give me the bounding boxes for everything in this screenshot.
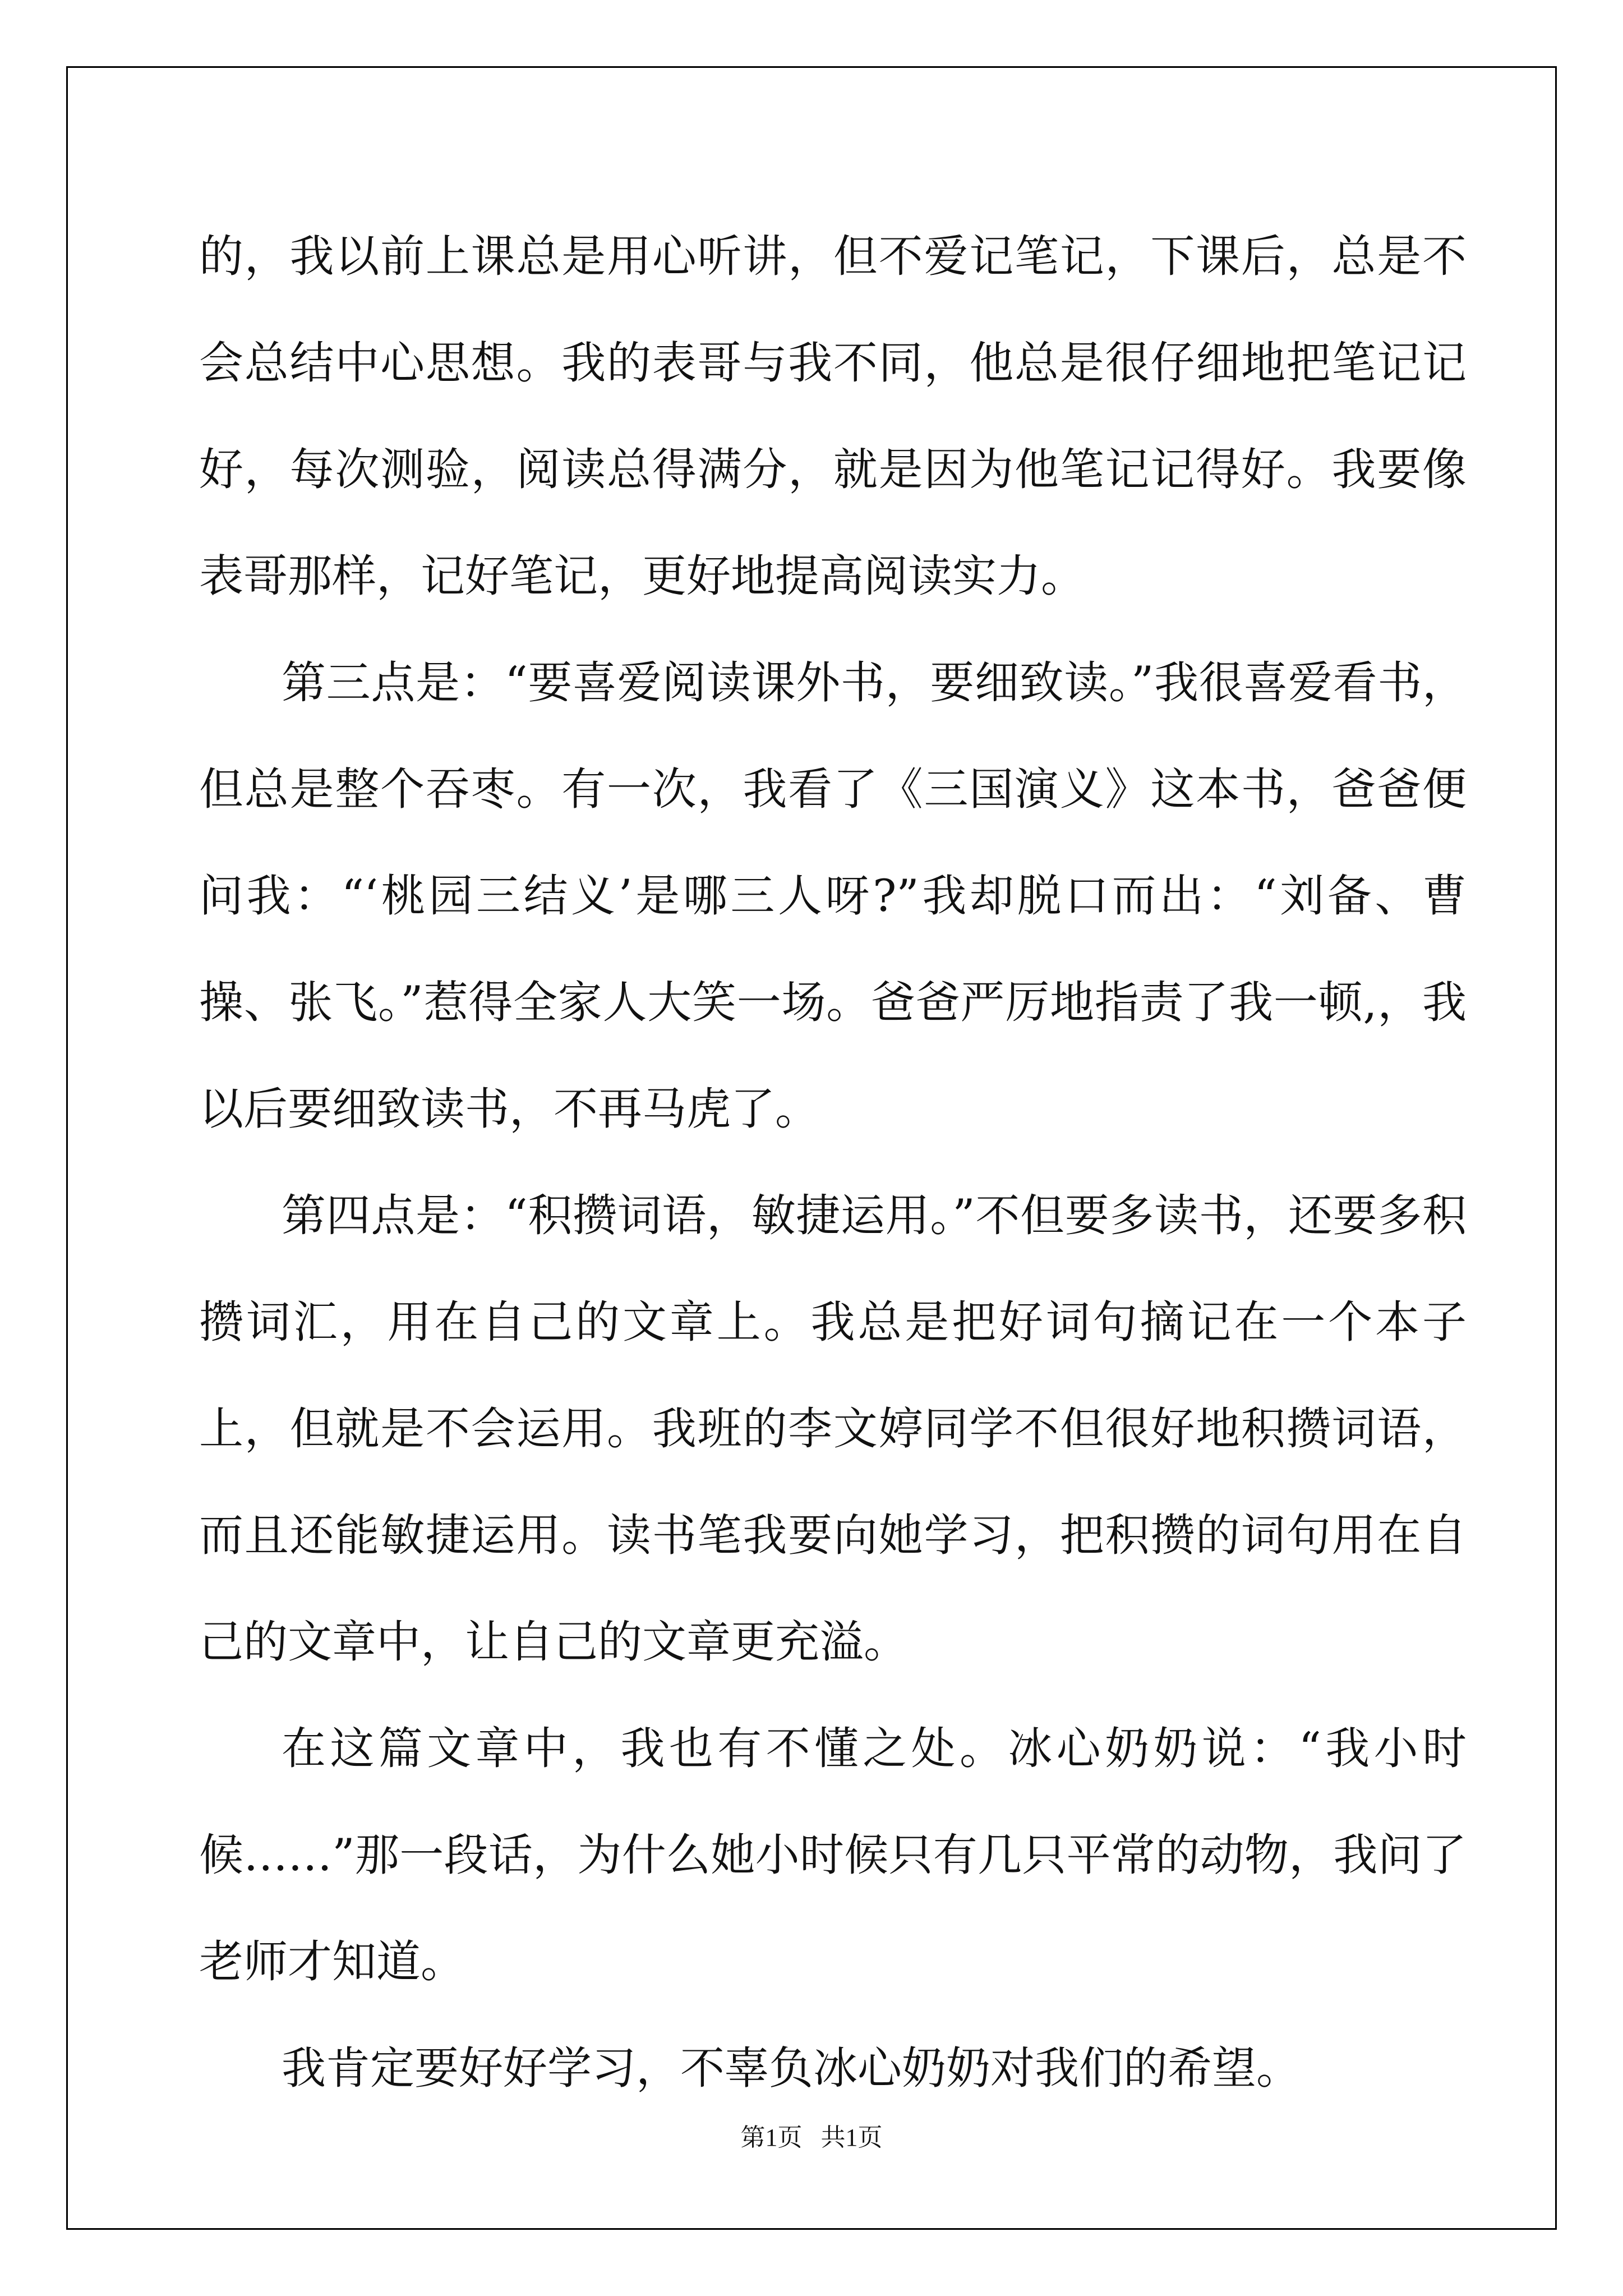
paragraph-4: 在这篇文章中，我也有不懂之处。冰心奶奶说：“我小时候……”那一段话，为什么她小时候只有几只平常的动物，我问了老师才知道。 [199,1723,1467,1987]
document-body [199,203,1467,2122]
paragraph-2: 第三点是：“要喜爱阅读课外书，要细致读。”我很喜爱看书，但总是整个吞枣。有一次，我看了《三国演义》这本书，爸爸便问我：“‘桃园三结义’是哪三人呀?”我却脱口而出：“刘备、曹操、张飞。”惹得全家人大笑一场。爸爸严厉地指责了我一顿,，我以后要细致读书，不再马虎了。 [199,657,1467,1135]
paragraph-5: 我肯定要好好学习，不辜负冰心奶奶对我们的希望。 [282,2042,1301,2094]
paragraph-1: 的，我以前上课总是用心听讲，但不爱记笔记，下课后，总是不会总结中心思想。我的表哥与我不同，他总是很仔细地把笔记记好，每次测验，阅读总得满分，就是因为他笔记记得好。我要像表哥那样，记好笔记，更好地提高阅读实力。 [199,231,1467,602]
page-number: 第1页 共1页 [740,2124,883,2151]
page-footer [0,2117,1623,2153]
paragraph-3: 第四点是：“积攒词语，敏捷运用。”不但要多读书，还要多积攒词汇，用在自己的文章上。我总是把好词句摘记在一个本子上，但就是不会运用。我班的李文婷同学不但很好地积攒词语，而且还能敏捷运用。读书笔我要向她学习，把积攒的词句用在自己的文章中，让自己的文章更充溢。 [199,1190,1467,1668]
